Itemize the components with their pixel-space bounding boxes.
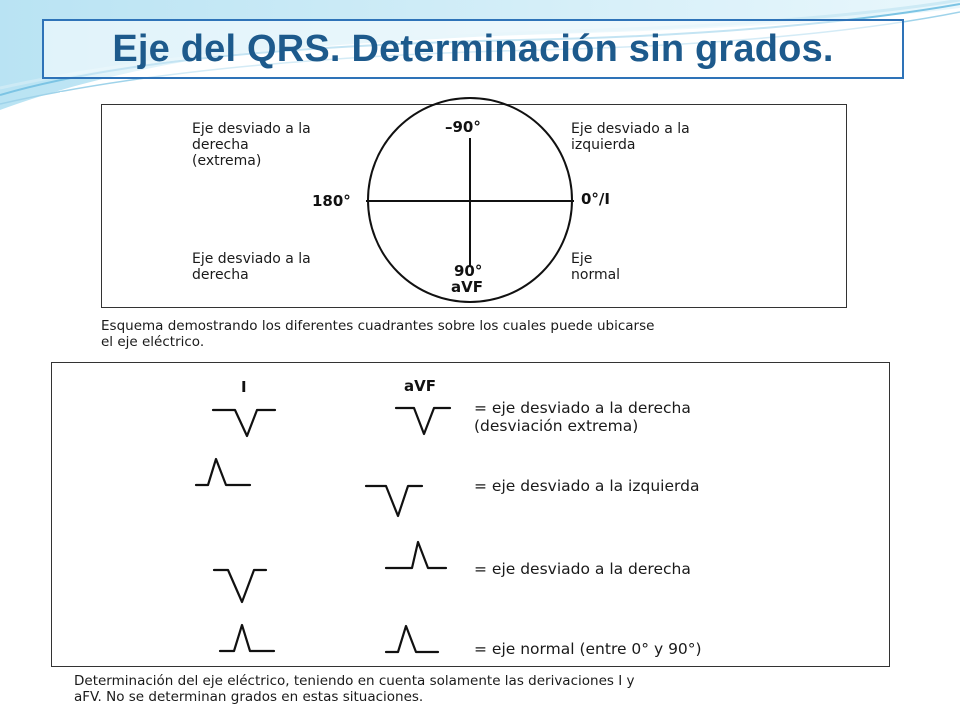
- quadrant-bottom-left-label: Eje desviado a la derecha: [192, 251, 311, 283]
- quadrant-figure-caption: Esquema demostrando los diferentes cuadrantes sobre los cuales puede ubicarse el eje eléctrico.: [101, 318, 655, 350]
- angle-bottom-lead-label: aVF: [451, 278, 483, 296]
- row3-lead-i-negative-qrs: [214, 564, 268, 606]
- row2-lead-i-positive-qrs: [196, 455, 254, 491]
- quadrant-top-right-label: Eje desviado a la izquierda: [571, 121, 690, 153]
- row1-interpretation: = eje desviado a la derecha (desviación extrema): [474, 399, 691, 435]
- angle-top-label: –90°: [445, 118, 481, 136]
- lead-table-caption: Determinación del eje eléctrico, teniendo en cuenta solamente las derivaciones I y aFV. No se determinan grados en estas situaciones.: [74, 673, 635, 705]
- title-frame: [42, 19, 904, 79]
- lead-table-frame: [51, 362, 890, 667]
- row1-lead-i-negative-qrs: [213, 400, 277, 440]
- row2-lead-avf-negative-qrs: [366, 480, 424, 522]
- row1-lead-avf-negative-qrs: [396, 400, 452, 440]
- row2-interpretation: = eje desviado a la izquierda: [474, 477, 700, 495]
- row3-lead-avf-positive-qrs: [386, 538, 448, 574]
- angle-bottom-label: 90°: [454, 262, 483, 280]
- slide-title: Eje del QRS. Determinación sin grados.: [112, 27, 834, 70]
- quadrant-bottom-right-label: Eje normal: [571, 251, 621, 283]
- row4-lead-i-positive-qrs: [220, 623, 276, 657]
- lead-i-header: I: [241, 378, 247, 396]
- quadrant-top-left-label: Eje desviado a la derecha (extrema): [192, 121, 311, 169]
- angle-left-label: 180°: [312, 192, 351, 210]
- row3-interpretation: = eje desviado a la derecha: [474, 560, 691, 578]
- row4-lead-avf-positive-qrs: [386, 624, 440, 658]
- angle-right-label: 0°/I: [581, 190, 610, 208]
- lead-avf-header: aVF: [404, 377, 436, 395]
- row4-interpretation: = eje normal (entre 0° y 90°): [474, 640, 702, 658]
